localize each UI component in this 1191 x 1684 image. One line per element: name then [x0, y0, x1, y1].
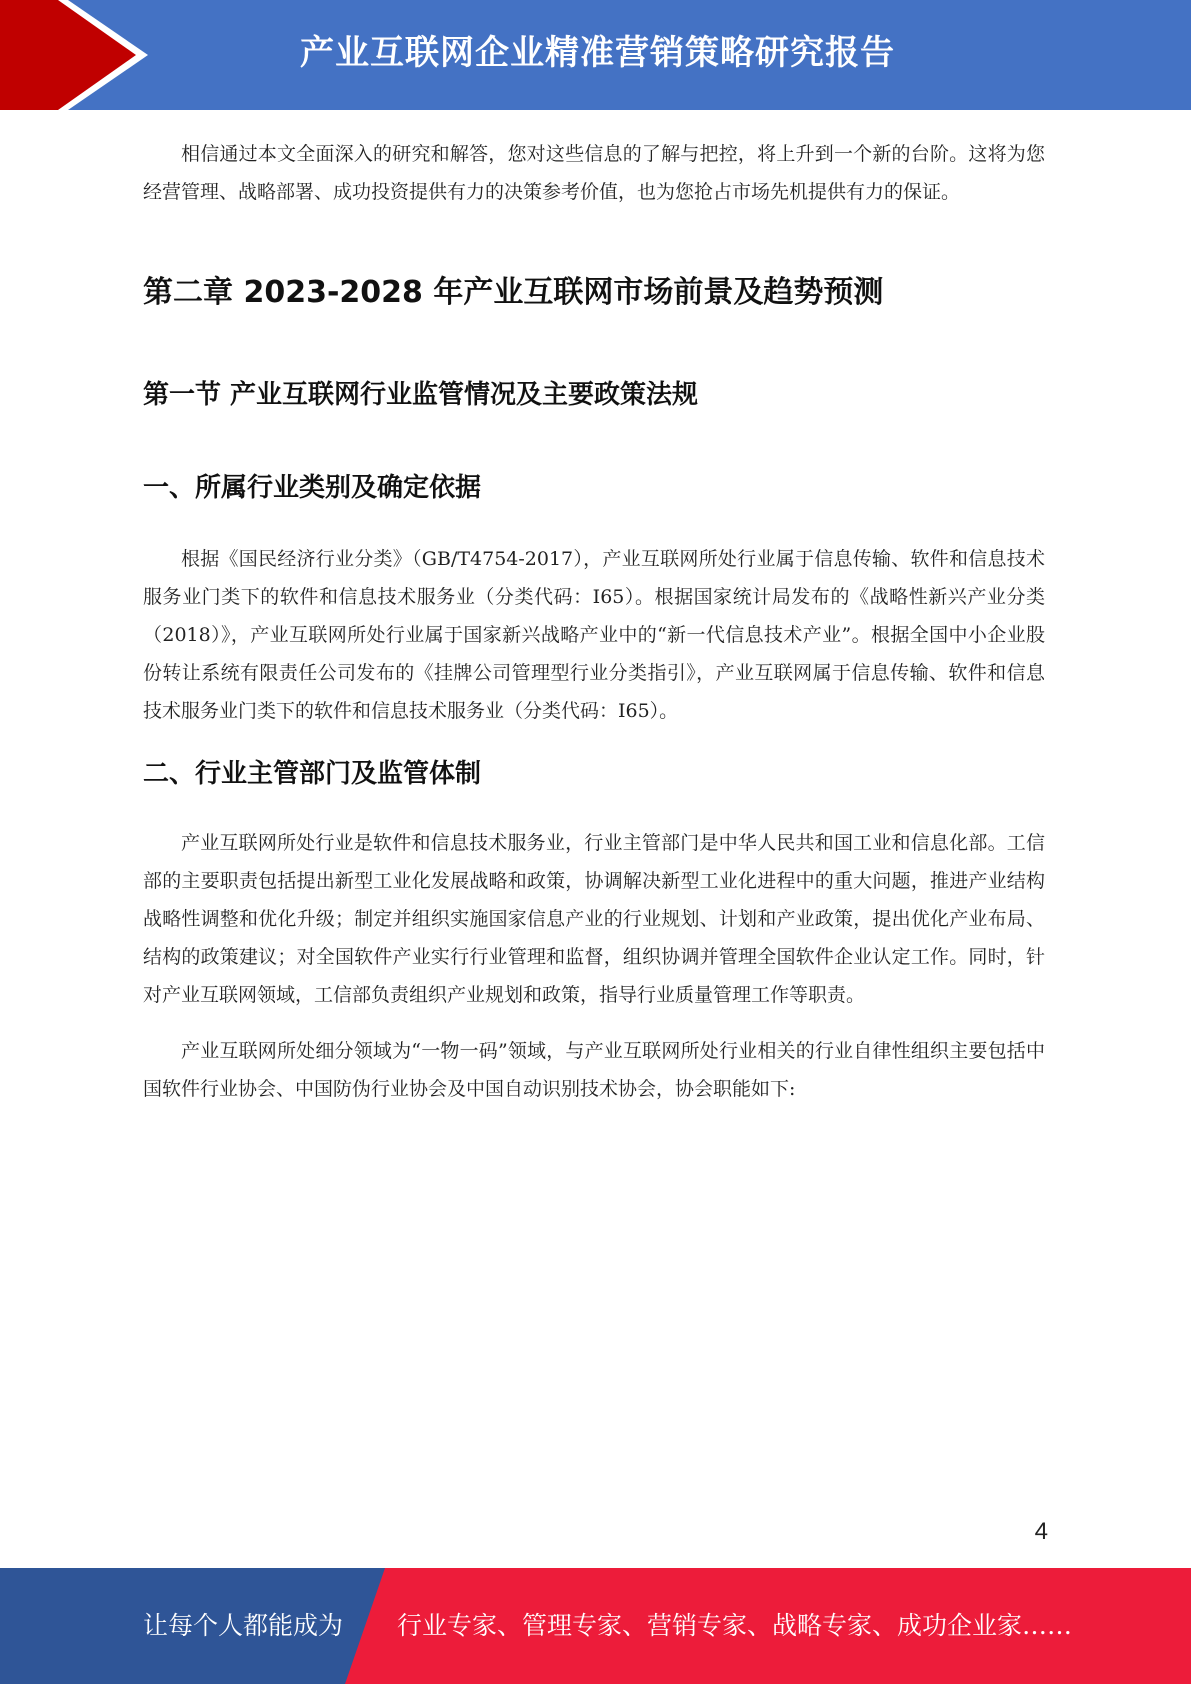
subsection-2-title: 二、行业主管部门及监管体制 [143, 759, 482, 789]
chapter-title: 第二章 2023-2028 年产业互联网市场前景及趋势预测 [143, 275, 884, 310]
report-title: 产业互联网企业精准营销策略研究报告 [300, 33, 895, 73]
footer-slogan-left: 让每个人都能成为 [143, 1611, 344, 1640]
subsection-2-paragraph-1: 产业互联网所处行业是软件和信息技术服务业，行业主管部门是中华人民共和国工业和信息化部。工信部的主要职责包括提出新型工业化发展战略和政策，协调解决新型工业化进程中的重大问题，推进产业结构战略性调整和优化升级；制定并组织实施国家信息产业的行业规划、计划和产业政策，提出优化产业布局、结构的政策建议；对全国软件产业实行行业管理和监督，组织协调并管理全国软件企业认定工作。同时，针对产业互联网领域，工信部负责组织产业规划和政策，指导行业质量管理工作等职责。 [143, 832, 1045, 1006]
red-arrow-decoration [0, 0, 160, 110]
document-body [143, 135, 1045, 1108]
header-banner [0, 0, 1191, 110]
subsection-1-paragraph: 根据《国民经济行业分类》（GB/T4754-2017），产业互联网所处行业属于信息传输、软件和信息技术服务业门类下的软件和信息技术服务业（分类代码：I65）。根据国家统计局发布的《战略性新兴产业分类（2018）》，产业互联网所处行业属于国家新兴战略产业中的“新一代信息技术产业”。根据全国中小企业股份转让系统有限责任公司发布的《挂牌公司管理型行业分类指引》，产业互联网属于信息传输、软件和信息技术服务业门类下的软件和信息技术服务业（分类代码：I65）。 [143, 548, 1045, 722]
page-number: 4 [1034, 1518, 1048, 1545]
subsection-1-title: 一、所属行业类别及确定依据 [143, 473, 482, 503]
intro-paragraph: 相信通过本文全面深入的研究和解答，您对这些信息的了解与把控，将上升到一个新的台阶。这将为您经营管理、战略部署、成功投资提供有力的决策参考价值，也为您抢占市场先机提供有力的保证。 [143, 143, 1045, 203]
footer-banner [0, 1568, 1191, 1684]
section-title: 第一节 产业互联网行业监管情况及主要政策法规 [143, 380, 699, 410]
footer-slogan-right: 行业专家、管理专家、营销专家、战略专家、成功企业家…… [397, 1611, 1073, 1640]
subsection-2-paragraph-2: 产业互联网所处细分领域为“一物一码”领域，与产业互联网所处行业相关的行业自律性组织主要包括中国软件行业协会、中国防伪行业协会及中国自动识别技术协会，协会职能如下: [143, 1040, 1045, 1100]
